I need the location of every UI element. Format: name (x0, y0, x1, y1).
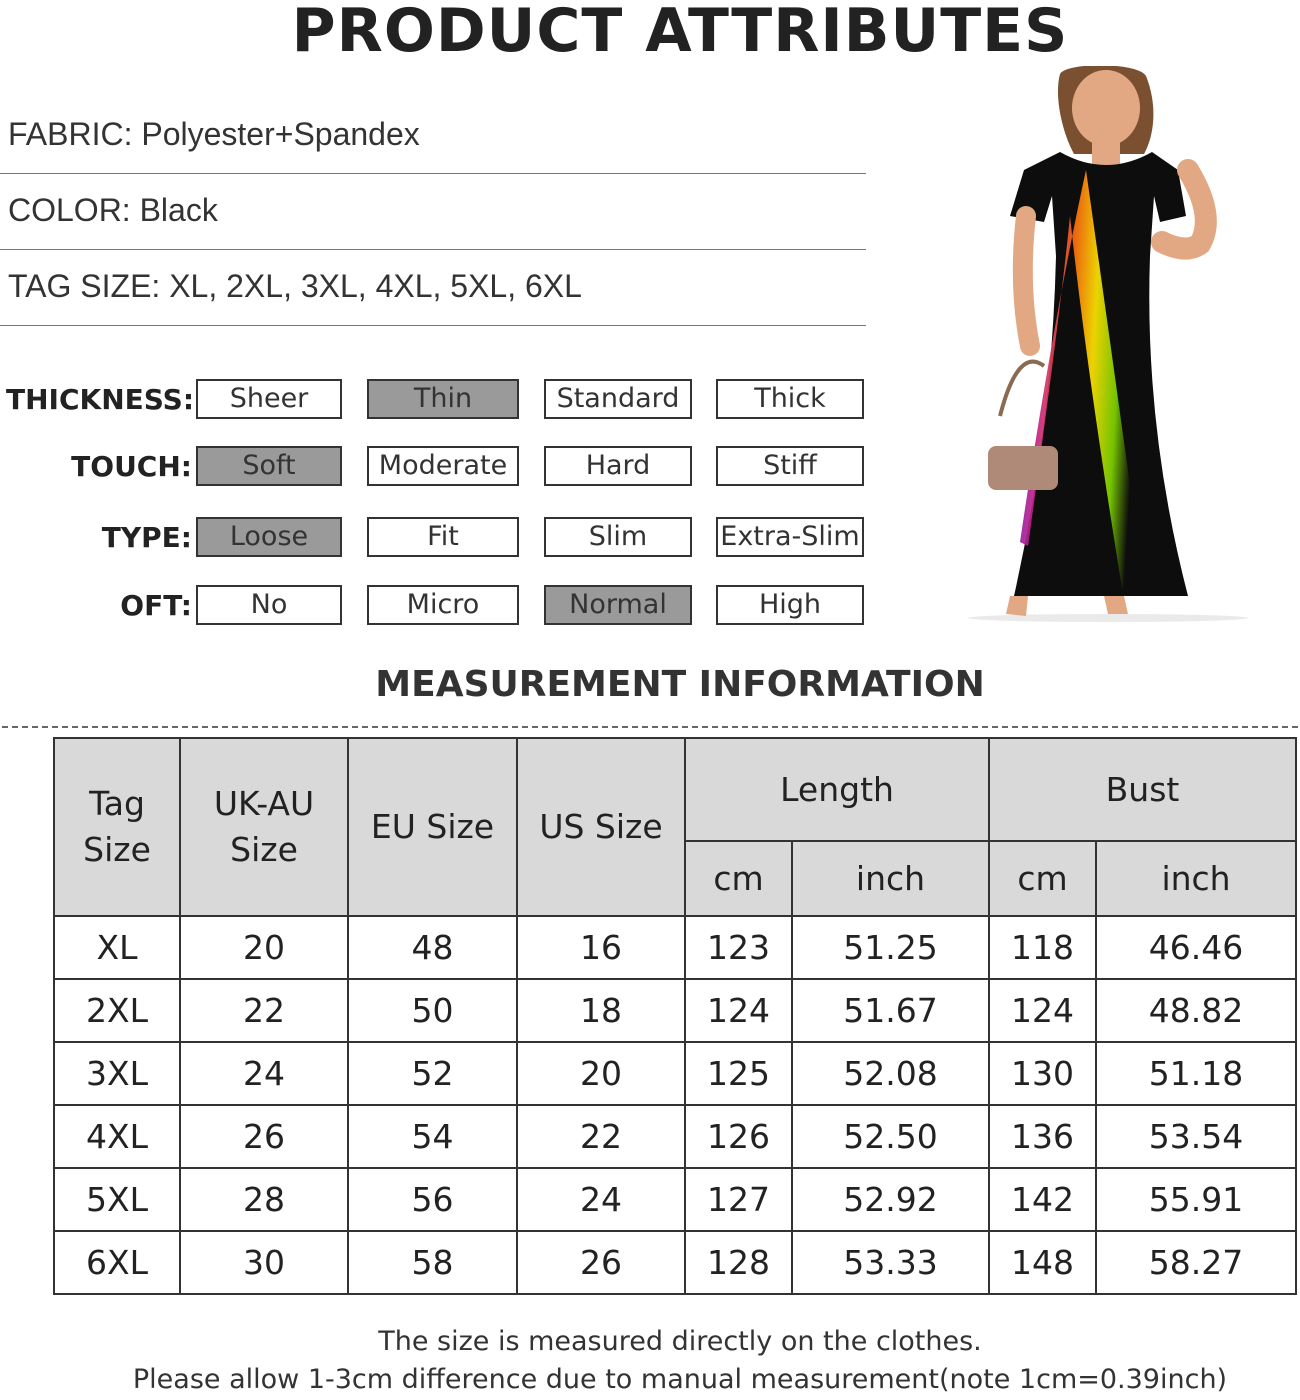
table-row (54, 979, 1296, 1042)
table-row (54, 1231, 1296, 1294)
option-high: High (716, 585, 864, 625)
table-cell: 3XL (54, 1042, 180, 1105)
table-cell: 142 (989, 1168, 1096, 1231)
table-cell: 22 (517, 1105, 685, 1168)
table-cell: 54 (348, 1105, 517, 1168)
table-cell: 52.08 (792, 1042, 989, 1105)
table-cell: 46.46 (1096, 916, 1296, 979)
table-cell: 50 (348, 979, 517, 1042)
divider (0, 173, 866, 174)
option-extra-slim: Extra-Slim (716, 517, 864, 557)
table-cell: 20 (180, 916, 348, 979)
header-bust-inch: inch (1096, 841, 1296, 916)
header-bust: Bust (989, 738, 1296, 841)
table-cell: 52.50 (792, 1105, 989, 1168)
header-length: Length (685, 738, 989, 841)
table-cell: 52.92 (792, 1168, 989, 1231)
divider (0, 325, 866, 326)
option-micro: Micro (367, 585, 519, 625)
option-label-thickness: THICKNESS: (6, 383, 195, 416)
measurement-table (53, 737, 1297, 1295)
table-cell: 16 (517, 916, 685, 979)
table-cell: 56 (348, 1168, 517, 1231)
table-row (54, 1168, 1296, 1231)
option-moderate: Moderate (367, 446, 519, 486)
option-hard: Hard (544, 446, 692, 486)
table-cell: 58 (348, 1231, 517, 1294)
header-bust-cm: cm (989, 841, 1096, 916)
option-label-touch: TOUCH: (71, 450, 192, 483)
header-us-size: US Size (517, 738, 685, 916)
table-cell: 48 (348, 916, 517, 979)
table-cell: 118 (989, 916, 1096, 979)
table-cell: 51.25 (792, 916, 989, 979)
table-cell: 48.82 (1096, 979, 1296, 1042)
color-attribute: COLOR: Black (8, 192, 218, 228)
table-cell: 128 (685, 1231, 792, 1294)
option-loose: Loose (196, 517, 342, 557)
table-cell: 2XL (54, 979, 180, 1042)
option-thin: Thin (367, 379, 519, 419)
table-cell: XL (54, 916, 180, 979)
table-row (54, 916, 1296, 979)
table-cell: 24 (517, 1168, 685, 1231)
option-no: No (196, 585, 342, 625)
option-standard: Standard (544, 379, 692, 419)
option-stiff: Stiff (716, 446, 864, 486)
table-cell: 24 (180, 1042, 348, 1105)
dress-model-image (948, 66, 1248, 628)
table-cell: 53.33 (792, 1231, 989, 1294)
table-cell: 130 (989, 1042, 1096, 1105)
header-tag-size: Tag Size (54, 738, 180, 916)
page-title: PRODUCT ATTRIBUTES (291, 0, 1069, 66)
option-fit: Fit (367, 517, 519, 557)
table-cell: 22 (180, 979, 348, 1042)
table-cell: 123 (685, 916, 792, 979)
table-cell: 30 (180, 1231, 348, 1294)
table-cell: 124 (685, 979, 792, 1042)
table-cell: 51.18 (1096, 1042, 1296, 1105)
table-cell: 126 (685, 1105, 792, 1168)
header-eu-size: EU Size (348, 738, 517, 916)
header-length-cm: cm (685, 841, 792, 916)
table-cell: 148 (989, 1231, 1096, 1294)
table-cell: 55.91 (1096, 1168, 1296, 1231)
table-cell: 26 (517, 1231, 685, 1294)
option-label-type: TYPE: (101, 521, 192, 554)
option-thick: Thick (716, 379, 864, 419)
table-cell: 127 (685, 1168, 792, 1231)
table-row (54, 1042, 1296, 1105)
table-cell: 125 (685, 1042, 792, 1105)
measurement-disclaimer: Please allow 1-3cm difference due to manual measurement(note 1cm=0.39inch) (132, 1364, 1228, 1395)
table-cell: 26 (180, 1105, 348, 1168)
table-cell: 6XL (54, 1231, 180, 1294)
option-soft: Soft (196, 446, 342, 486)
table-row (54, 1105, 1296, 1168)
table-cell: 58.27 (1096, 1231, 1296, 1294)
measurement-title: MEASUREMENT INFORMATION (375, 664, 985, 705)
option-label-oft: OFT: (120, 589, 192, 622)
measurement-note: The size is measured directly on the clothes. (378, 1326, 982, 1357)
divider (0, 249, 866, 250)
table-cell: 5XL (54, 1168, 180, 1231)
table-cell: 4XL (54, 1105, 180, 1168)
option-sheer: Sheer (196, 379, 342, 419)
table-cell: 52 (348, 1042, 517, 1105)
option-slim: Slim (544, 517, 692, 557)
table-cell: 53.54 (1096, 1105, 1296, 1168)
table-cell: 20 (517, 1042, 685, 1105)
fabric-attribute: FABRIC: Polyester+Spandex (8, 116, 420, 152)
table-cell: 136 (989, 1105, 1096, 1168)
table-cell: 28 (180, 1168, 348, 1231)
header-length-inch: inch (792, 841, 989, 916)
option-normal: Normal (544, 585, 692, 625)
tag-size-attribute: TAG SIZE: XL, 2XL, 3XL, 4XL, 5XL, 6XL (8, 268, 582, 304)
table-cell: 51.67 (792, 979, 989, 1042)
table-cell: 18 (517, 979, 685, 1042)
header-uk-au-size: UK-AU Size (180, 738, 348, 916)
table-cell: 124 (989, 979, 1096, 1042)
dashed-divider (2, 726, 1298, 728)
